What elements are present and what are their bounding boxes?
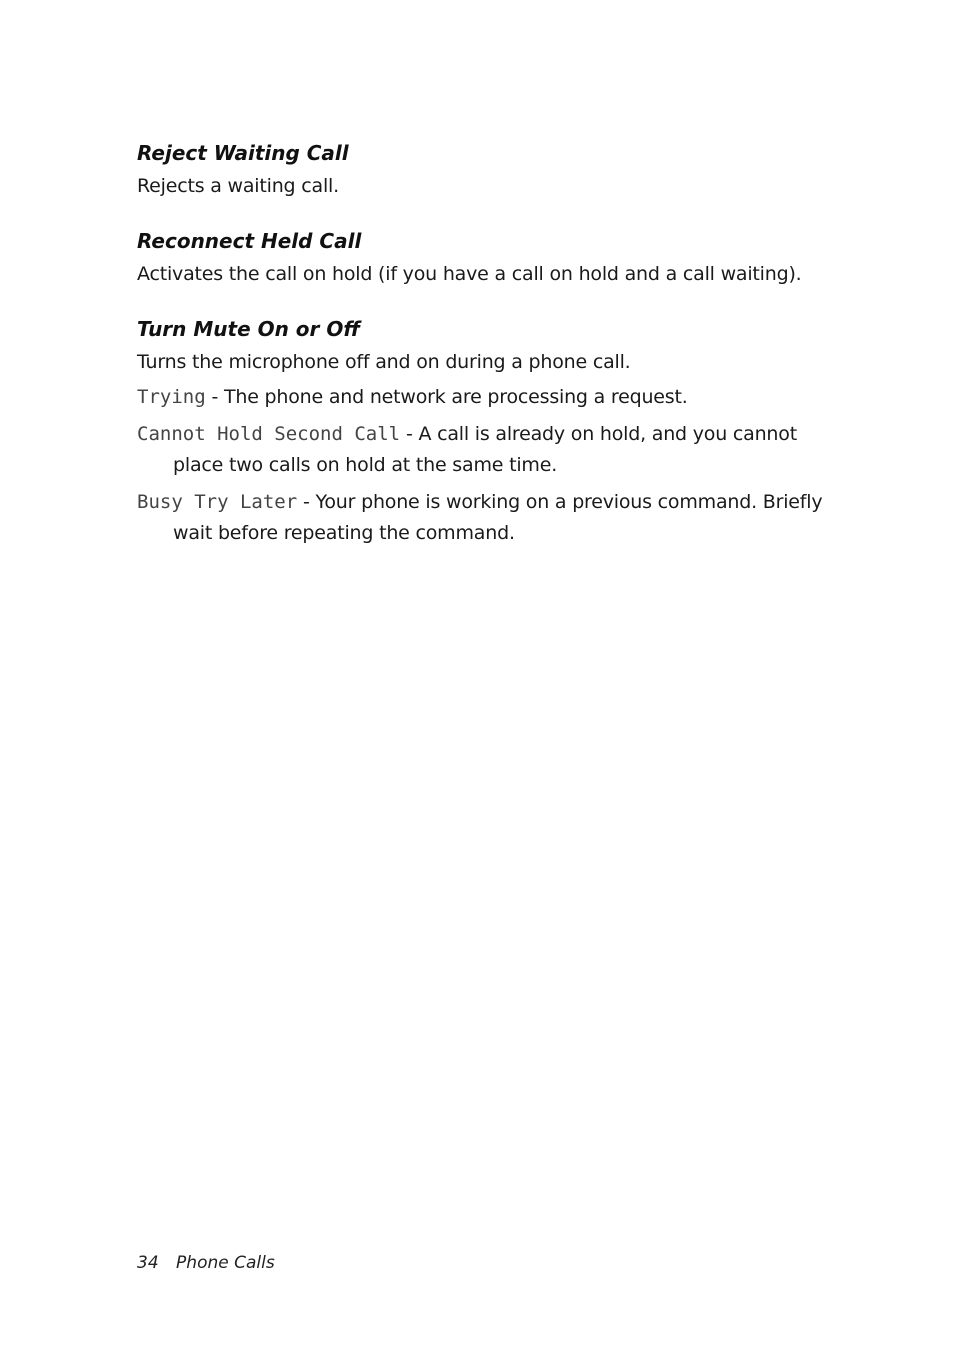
section-body: Activates the call on hold (if you have a call on hold and a call waiting). [137, 263, 802, 285]
page-number: 34 [137, 1253, 159, 1273]
section-turn-mute [137, 314, 837, 549]
display-message-cannot-hold [137, 419, 837, 481]
display-message-code: Trying [137, 386, 206, 408]
display-message-text: - The phone and network are processing a request. [205, 386, 688, 408]
display-message-code: Busy Try Later [137, 491, 298, 513]
section-heading: Reject Waiting Call [137, 141, 349, 165]
display-message-busy [137, 487, 837, 549]
footer-section-title: Phone Calls [176, 1253, 275, 1273]
page-footer [137, 1250, 275, 1276]
display-message-text: - Your phone is working on a previous command. Briefly wait before repeating the command. [173, 491, 823, 544]
section-reconnect-held-call [137, 226, 837, 288]
display-message-code: Cannot Hold Second Call [137, 423, 401, 445]
display-message-trying [137, 382, 837, 413]
section-body: Turns the microphone off and on during a phone call. [137, 351, 631, 373]
display-message-text: - A call is already on hold, and you cannot place two calls on hold at the same time. [173, 423, 797, 476]
section-reject-waiting-call [137, 138, 837, 200]
section-heading: Turn Mute On or Off [137, 317, 361, 341]
section-heading: Reconnect Held Call [137, 229, 362, 253]
section-body: Rejects a waiting call. [137, 175, 339, 197]
page-content [137, 138, 837, 549]
